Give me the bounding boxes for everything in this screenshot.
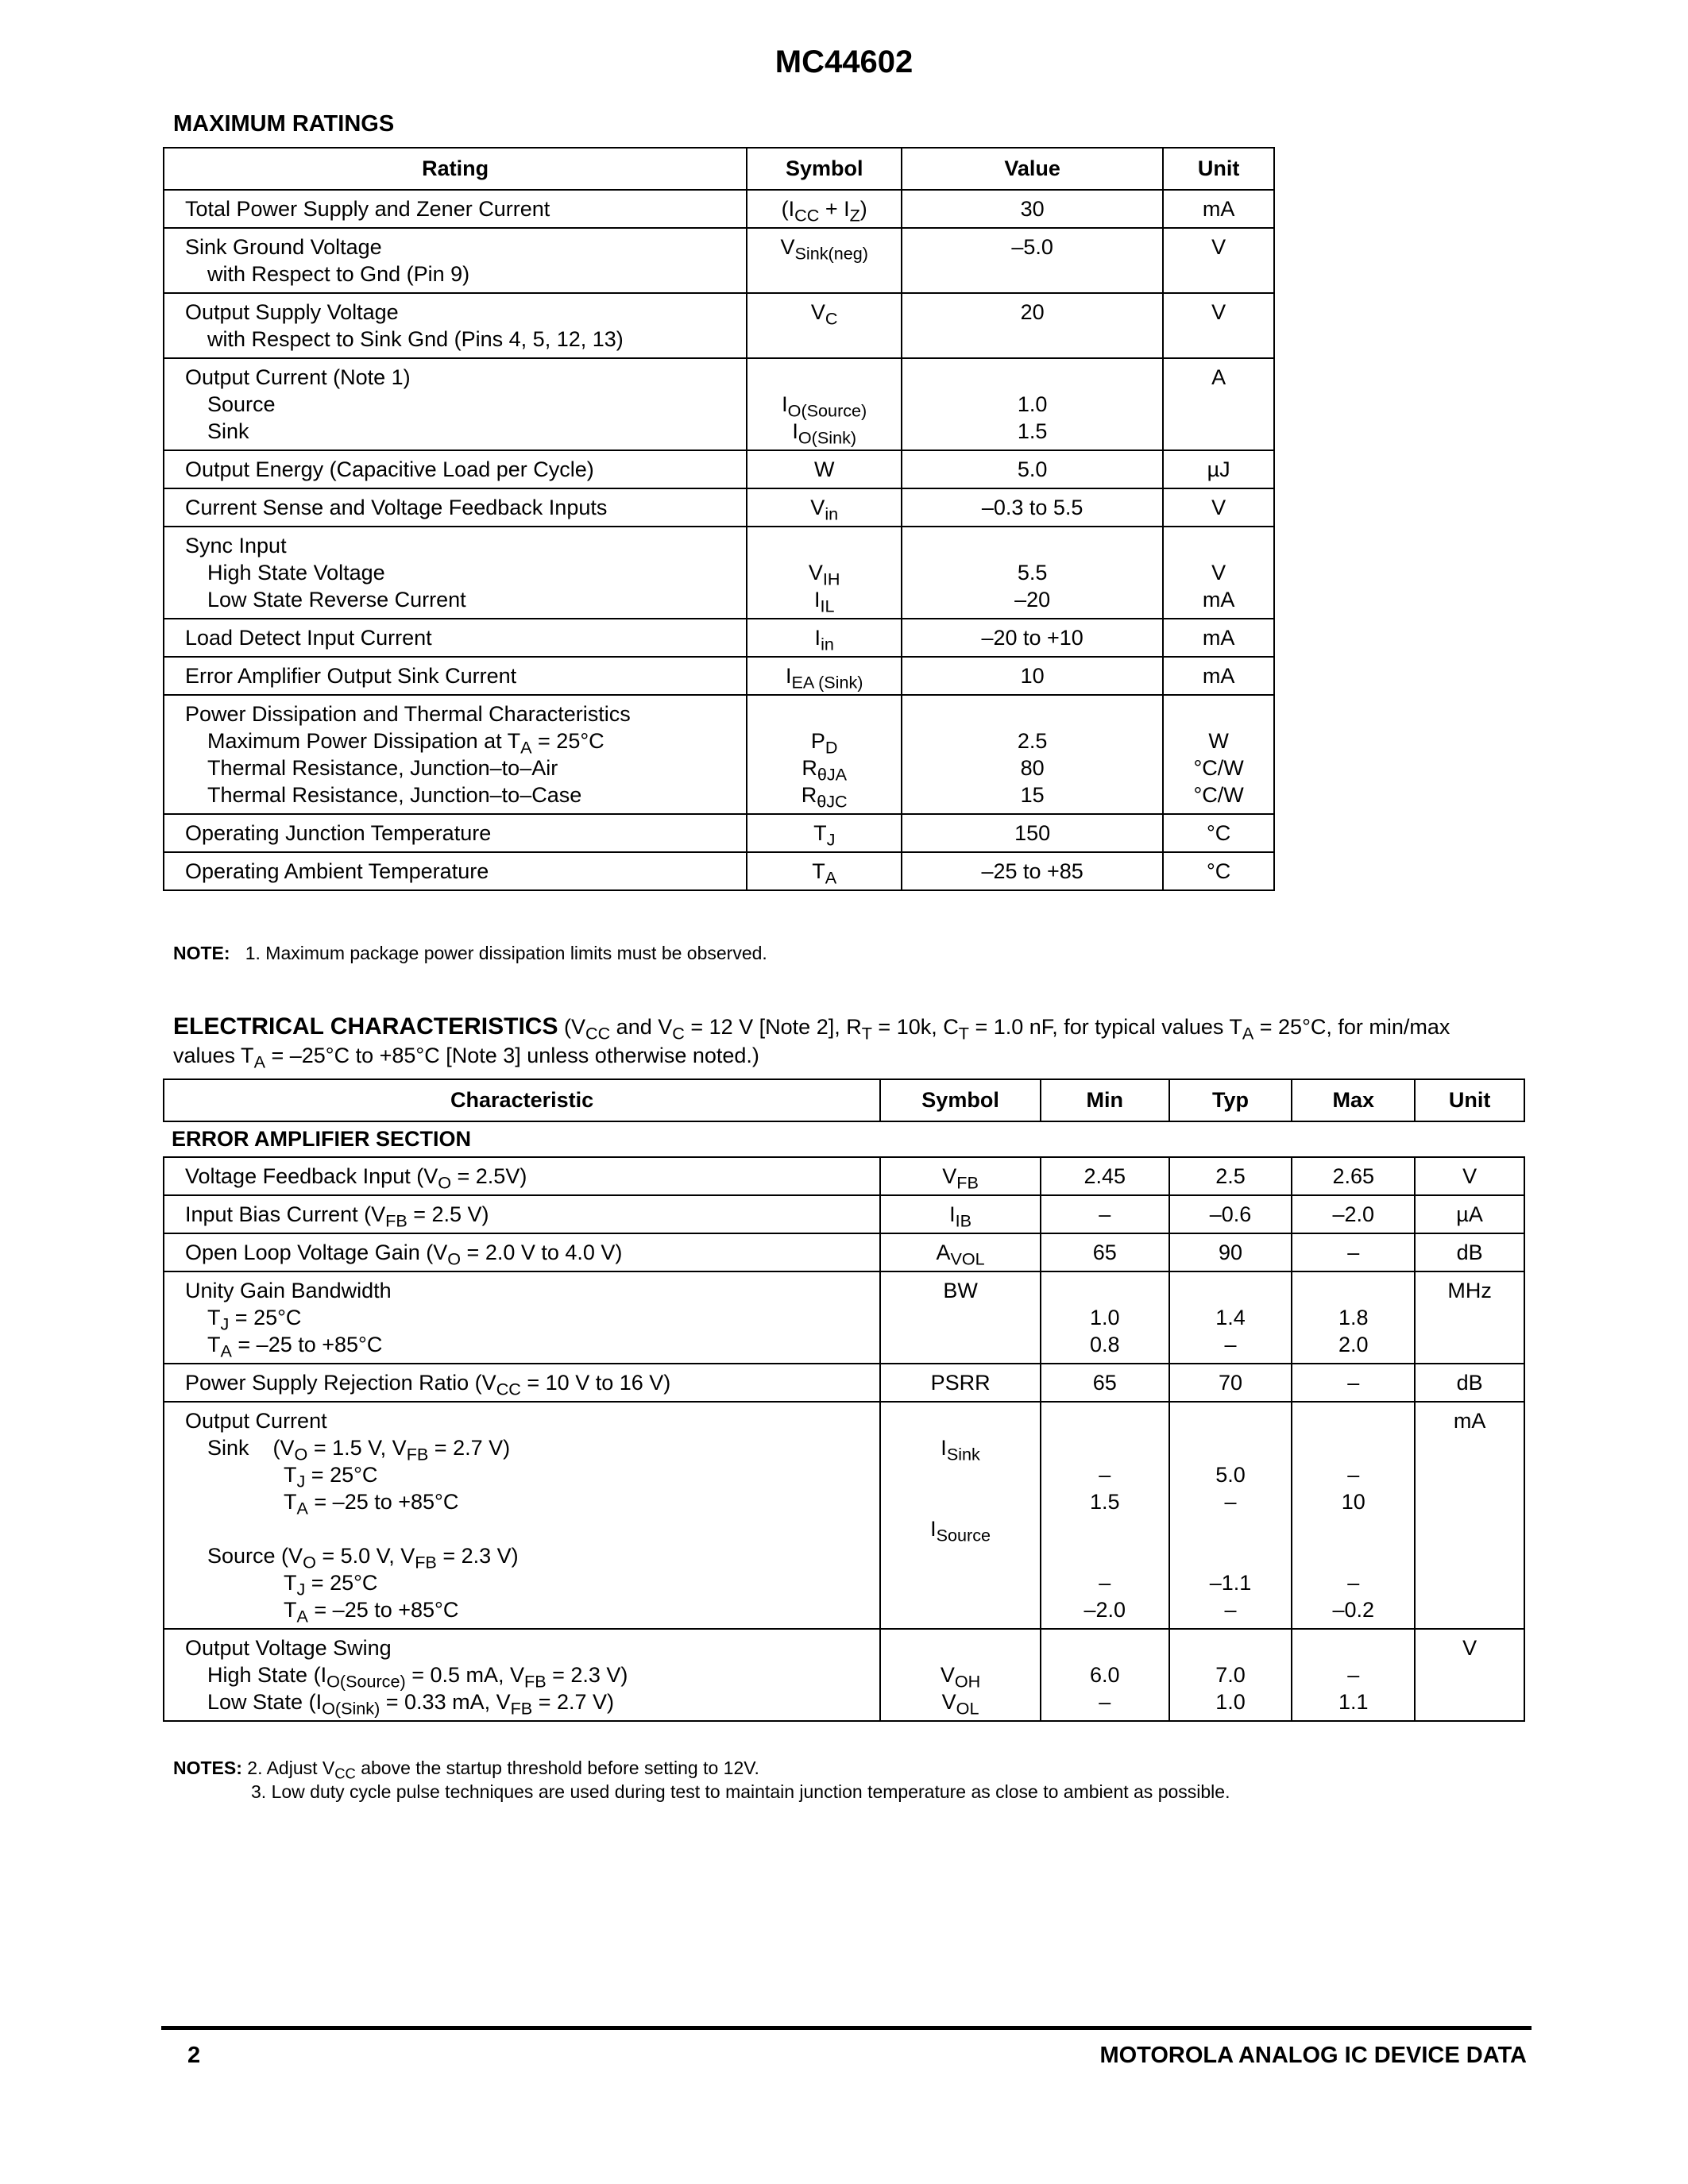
rating-unit: °C [1206, 859, 1231, 883]
rating-symbol: $R_{\theta JA}$ [802, 756, 848, 785]
max-ratings-table [163, 147, 1275, 891]
characteristic-symbol: $V_{FB}$ [942, 1164, 979, 1193]
max-value: 10 [1341, 1490, 1365, 1514]
max-ratings-heading: MAXIMUM RATINGS [173, 111, 395, 137]
max-value: 1.8 [1338, 1306, 1369, 1329]
rating-unit: V [1211, 496, 1226, 519]
table-row [164, 1402, 1524, 1629]
characteristic-condition: $T_J = 25^\circ C$ [284, 1463, 378, 1491]
rating-label: Output Current (Note 1) [185, 365, 411, 389]
max-ratings-note: NOTE: 1. Maximum package power dissipation limits must be observed. [173, 943, 767, 963]
unit-value: V [1462, 1636, 1477, 1660]
table-header-row [164, 1079, 1524, 1121]
max-value: – [1347, 1371, 1360, 1395]
rating-label: Current Sense and Voltage Feedback Inputs [185, 496, 608, 519]
min-value: 6.0 [1090, 1663, 1120, 1687]
typ-value: 5.0 [1215, 1463, 1246, 1487]
rating-label: Output Supply Voltage [185, 300, 399, 324]
table-row [164, 450, 1274, 488]
rating-label: Sink Ground Voltage [185, 235, 382, 259]
min-value: – [1099, 1571, 1111, 1595]
rating-sublabel: Sink [207, 419, 249, 443]
table-row [164, 1233, 1524, 1271]
max-value: –0.2 [1332, 1598, 1375, 1622]
col-header: Characteristic [164, 1079, 880, 1121]
rating-symbol: $(I_{CC} + I_Z)$ [781, 197, 867, 226]
typ-value: 2.5 [1215, 1164, 1246, 1188]
rating-value: –20 to +10 [981, 626, 1083, 650]
characteristic-condition: Sink ($V_O = 1.5$ V, $V_{FB} = 2.7$ V) [207, 1436, 511, 1464]
page-number: 2 [187, 2043, 201, 2068]
rating-value: 20 [1020, 300, 1045, 324]
characteristic-symbol: $V_{OL}$ [941, 1690, 979, 1719]
typ-value: – [1224, 1490, 1237, 1514]
characteristic-label: Output Current [185, 1409, 327, 1433]
table-row [164, 527, 1274, 619]
max-value: – [1347, 1241, 1360, 1264]
note-2: NOTES: 2. Adjust $V_{CC}$ above the startup threshold before setting to 12V. [173, 1758, 759, 1782]
rating-sublabel: Source [207, 392, 276, 416]
rating-sublabel: High State Voltage [207, 561, 385, 585]
rating-value: –20 [1014, 588, 1051, 612]
characteristic-condition: Low State ($I_{O(Sink)} = 0.33$ mA, $V_{FB} = 2.7$ V) [207, 1690, 615, 1719]
rating-label: Total Power Supply and Zener Current [185, 197, 550, 221]
characteristic-label: Input Bias Current ($V_{FB} = 2.5$ V) [185, 1202, 489, 1231]
rating-unit: µJ [1207, 457, 1230, 481]
table-row [164, 293, 1274, 358]
characteristic-symbol: $V_{OH}$ [940, 1663, 981, 1692]
min-value: 2.45 [1083, 1164, 1126, 1188]
typ-value: – [1224, 1598, 1237, 1622]
rating-value: 15 [1020, 783, 1045, 807]
table-row [164, 190, 1274, 228]
rating-unit: mA [1202, 626, 1235, 650]
rating-symbol: $T_J$ [813, 821, 836, 850]
max-value: –2.0 [1332, 1202, 1375, 1226]
characteristic-condition: $T_J = 25^\circ C$ [207, 1306, 302, 1334]
characteristic-symbol: PSRR [930, 1371, 991, 1395]
typ-value: –0.6 [1209, 1202, 1252, 1226]
rating-value: 10 [1020, 664, 1045, 688]
max-value: – [1347, 1463, 1360, 1487]
rating-symbol: $I_{EA (Sink)}$ [785, 664, 863, 693]
rating-symbol: $T_A$ [812, 859, 837, 888]
publisher-footer: MOTOROLA ANALOG IC DEVICE DATA [1099, 2043, 1527, 2068]
min-value: 0.8 [1090, 1333, 1120, 1356]
characteristic-label: Output Voltage Swing [185, 1636, 392, 1660]
rating-label: Load Detect Input Current [185, 626, 432, 650]
table-row [164, 228, 1274, 293]
characteristic-symbol: BW [943, 1279, 978, 1302]
electrical-characteristics-title: ELECTRICAL CHARACTERISTICS ($V_{CC}$ and $V_C = 12$ V [Note 2], $R_T = 10k$, $C_T = 1.0$ nF, for typical values $T_A = 25^\circ C$, for min/max values $T_A = -25^\circ C$ to +85°C [Note 3] unless otherwise noted.) [173, 1013, 1450, 1072]
table-header-row [164, 148, 1274, 190]
section-row [164, 1121, 1524, 1157]
characteristic-condition: Source ($V_O = 5.0$ V, $V_{FB} = 2.3$ V) [207, 1544, 519, 1572]
unit-value: MHz [1447, 1279, 1492, 1302]
rating-value: 80 [1020, 756, 1045, 780]
footer-rule [161, 2026, 1532, 2030]
col-header: Unit [1163, 148, 1274, 190]
rating-value: 150 [1014, 821, 1051, 845]
col-header: Min [1041, 1079, 1169, 1121]
rating-label: Sync Input [185, 534, 287, 558]
min-value: – [1099, 1690, 1111, 1714]
rating-symbol: $I_{O(Source)}$ [782, 392, 867, 421]
characteristic-label: Power Supply Rejection Ratio ($V_{CC} = 10$ V to 16 V) [185, 1371, 671, 1399]
col-header: Unit [1415, 1079, 1524, 1121]
table-row [164, 1364, 1524, 1402]
rating-value: –25 to +85 [981, 859, 1083, 883]
rating-unit: mA [1202, 664, 1235, 688]
characteristic-symbol: $A_{VOL}$ [936, 1241, 985, 1269]
characteristic-symbol: $I_{IB}$ [949, 1202, 972, 1231]
rating-unit: mA [1202, 197, 1235, 221]
rating-symbol: W [813, 457, 835, 481]
min-value: – [1099, 1202, 1111, 1226]
col-header: Max [1292, 1079, 1415, 1121]
characteristic-condition: $T_A = -25$ to +85°C [284, 1598, 459, 1626]
min-value: 65 [1092, 1241, 1117, 1264]
max-value: 1.1 [1338, 1690, 1369, 1714]
rating-symbol: $R_{\theta JC}$ [801, 783, 848, 812]
characteristic-symbol: $I_{Source}$ [930, 1517, 991, 1545]
characteristic-condition: $T_A = -25$ to +85°C [284, 1490, 459, 1518]
min-value: 1.0 [1090, 1306, 1120, 1329]
note-3: 3. Low duty cycle pulse techniques are used during test to maintain junction temperature as close to ambient as possible. [251, 1781, 1230, 1802]
unit-value: dB [1456, 1241, 1483, 1264]
rating-label: Operating Junction Temperature [185, 821, 492, 845]
unit-value: V [1462, 1164, 1477, 1188]
typ-value: 70 [1219, 1371, 1243, 1395]
rating-sublabel: with Respect to Gnd (Pin 9) [207, 262, 470, 286]
table-row [164, 619, 1274, 657]
electrical-notes [173, 1756, 1230, 1804]
rating-sublabel: Thermal Resistance, Junction–to–Case [207, 783, 582, 807]
rating-value: –5.0 [1011, 235, 1053, 259]
rating-symbol: $I_{in}$ [814, 626, 834, 654]
characteristic-label: Open Loop Voltage Gain ($V_O = 2.0$ V to 4.0 V) [185, 1241, 623, 1269]
rating-unit: °C [1206, 821, 1231, 845]
rating-label: Operating Ambient Temperature [185, 859, 489, 883]
table-row [164, 852, 1274, 890]
col-header: Typ [1169, 1079, 1292, 1121]
electrical-characteristics-table [163, 1078, 1525, 1722]
characteristic-condition: $T_J = 25^\circ C$ [284, 1571, 378, 1599]
table-row [164, 657, 1274, 695]
rating-label: Power Dissipation and Thermal Characteristics [185, 702, 631, 726]
rating-symbol: $V_C$ [810, 300, 838, 329]
table-row [164, 1271, 1524, 1364]
rating-symbol: $I_{O(Sink)}$ [792, 419, 857, 448]
rating-unit: A [1211, 365, 1226, 389]
table-row [164, 695, 1274, 814]
min-value: 1.5 [1090, 1490, 1120, 1514]
table-row [164, 358, 1274, 450]
max-value: 2.0 [1338, 1333, 1369, 1356]
rating-unit: W [1208, 729, 1229, 753]
rating-value: –0.3 to 5.5 [981, 496, 1083, 519]
typ-value: 1.0 [1215, 1690, 1246, 1714]
rating-sublabel: with Respect to Sink Gnd (Pins 4, 5, 12, 13) [207, 327, 624, 351]
characteristic-condition: High State ($I_{O(Source)} = 0.5$ mA, $V_{FB} = 2.3$ V) [207, 1663, 628, 1692]
rating-symbol: $V_{in}$ [810, 496, 839, 524]
rating-value: 2.5 [1017, 729, 1048, 753]
col-header: Rating [164, 148, 747, 190]
max-value: – [1347, 1663, 1360, 1687]
page-title: MC44602 [774, 44, 914, 79]
unit-value: dB [1456, 1371, 1483, 1395]
rating-sublabel: Thermal Resistance, Junction–to–Air [207, 756, 558, 780]
rating-symbol: $P_D$ [810, 729, 838, 758]
table-row [164, 1157, 1524, 1195]
typ-value: 1.4 [1215, 1306, 1246, 1329]
table-row [164, 1195, 1524, 1233]
min-value: – [1099, 1463, 1111, 1487]
table-row [164, 1629, 1524, 1721]
rating-value: 5.5 [1017, 561, 1048, 585]
characteristic-label: Unity Gain Bandwidth [185, 1279, 392, 1302]
rating-label: Error Amplifier Output Sink Current [185, 664, 517, 688]
table-row [164, 814, 1274, 852]
rating-label: Output Energy (Capacitive Load per Cycle) [185, 457, 594, 481]
rating-symbol: $I_{IL}$ [813, 588, 835, 616]
rating-value: 30 [1020, 197, 1045, 221]
rating-sublabel: Low State Reverse Current [207, 588, 466, 612]
rating-unit: V [1211, 300, 1226, 324]
rating-unit: mA [1202, 588, 1235, 612]
rating-sublabel: Maximum Power Dissipation at $T_A = 25^\circ C$ [207, 729, 605, 758]
rating-value: 5.0 [1017, 457, 1048, 481]
typ-value: 7.0 [1215, 1663, 1246, 1687]
rating-value: 1.0 [1017, 392, 1048, 416]
col-header: Value [902, 148, 1163, 190]
rating-unit: V [1211, 561, 1226, 585]
rating-symbol: $V_{IH}$ [808, 561, 840, 589]
characteristic-label: Voltage Feedback Input $(V_O = 2.5V)$ [185, 1164, 527, 1193]
unit-value: µA [1456, 1202, 1483, 1226]
rating-symbol: $V_{Sink(neg)}$ [780, 235, 868, 264]
typ-value: 90 [1219, 1241, 1243, 1264]
min-value: 65 [1092, 1371, 1117, 1395]
rating-unit: °C/W [1193, 756, 1244, 780]
typ-value: – [1224, 1333, 1237, 1356]
characteristic-condition: $T_A = -25$ to +85°C [207, 1333, 383, 1361]
max-value: 2.65 [1332, 1164, 1375, 1188]
characteristic-symbol: $I_{Sink}$ [941, 1436, 980, 1464]
error-amplifier-section-label: ERROR AMPLIFIER SECTION [164, 1121, 1524, 1157]
rating-unit: °C/W [1193, 783, 1244, 807]
col-header: Symbol [880, 1079, 1041, 1121]
col-header: Symbol [747, 148, 902, 190]
unit-value: mA [1453, 1409, 1486, 1433]
table-row [164, 488, 1274, 527]
max-value: – [1347, 1571, 1360, 1595]
rating-value: 1.5 [1017, 419, 1048, 443]
typ-value: –1.1 [1209, 1571, 1252, 1595]
min-value: –2.0 [1083, 1598, 1126, 1622]
rating-unit: V [1211, 235, 1226, 259]
